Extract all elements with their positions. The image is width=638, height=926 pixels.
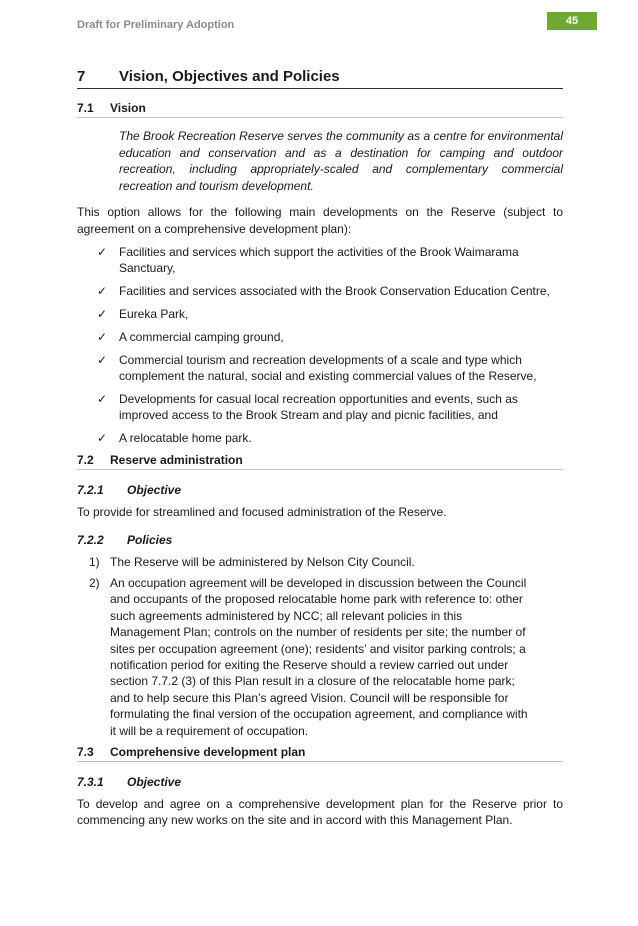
subsection-title: Comprehensive development plan: [110, 744, 306, 759]
list-item: ✓ A commercial camping ground,: [77, 329, 563, 345]
list-item: ✓ Commercial tourism and recreation developments of a scale and type which complement the natural, social and existing commercial values of the Reserve,: [77, 352, 563, 384]
check-icon: ✓: [97, 307, 108, 321]
list-number: 1): [89, 554, 100, 569]
list-item: ✓ Facilities and services which support the activities of the Brook Waimarama Sanctuary,: [77, 244, 563, 276]
subsection-heading-7-1: [77, 101, 563, 118]
document-body: [77, 68, 563, 829]
objective-text: To provide for streamlined and focused administration of the Reserve.: [77, 505, 447, 519]
subsection-title: Reserve administration: [110, 453, 243, 467]
list-item: 2) An occupation agreement will be developed in discussion between the Council and occupants of the proposed relocatable home park with reference to: other such agreements administered by NCC; all relevant policies in this Management Plan; controls on the number of residents per site; the number of sites per occupation agreement (one); residents’ and visitor parking controls; a notification period for exiting the Reserve should a review carried out under section 7.7.2 (3) of this Plan result in a closure of the relocatable home park; and to help secure this Plan’s agreed Vision. Council will be responsible for formulating the final version of the occupation agreement, and compliance with it will be a requirement of occupation.: [77, 575, 563, 739]
check-icon: ✓: [97, 245, 108, 259]
heading-title: Objective: [127, 774, 182, 789]
developments-intro: This option allows for the following main developments on the Reserve (subject to agreement on a comprehensive development plan):: [77, 205, 563, 236]
list-item: 1) The Reserve will be administered by Nelson City Council.: [77, 554, 563, 570]
subsection-title: Vision: [110, 101, 146, 115]
heading-number: 7.2.1: [77, 483, 104, 497]
check-icon: ✓: [97, 353, 108, 367]
heading-title: Policies: [127, 532, 173, 547]
check-icon: ✓: [97, 330, 108, 344]
section-title: Vision, Objectives and Policies: [119, 68, 340, 85]
list-item: ✓ Facilities and services associated with the Brook Conservation Education Centre,: [77, 283, 563, 299]
list-item: ✓ Developments for casual local recreation opportunities and events, such as improved access to the Brook Stream and play and picnic facilities, and: [77, 391, 563, 423]
vision-statement: The Brook Recreation Reserve serves the community as a centre for environmental education and conservation and as a destination for camping and outdoor recreation, including appropriately-scaled and complementary commercial recreation and tourism development.: [119, 129, 563, 193]
heading-7-3-1: [77, 775, 563, 789]
list-item: ✓ Eureka Park,: [77, 306, 563, 322]
page-number-badge: 45: [547, 12, 597, 30]
subsection-number: 7.1: [77, 101, 94, 115]
section-number: 7: [77, 68, 86, 85]
subsection-number: 7.2: [77, 453, 94, 467]
heading-title: Objective: [127, 483, 182, 497]
heading-7-2-1: [77, 483, 563, 497]
section-heading-7: [77, 68, 563, 89]
subsection-number: 7.3: [77, 744, 94, 759]
subsection-heading-7-2: [77, 453, 563, 470]
running-header: Draft for Preliminary Adoption: [77, 19, 235, 31]
check-icon: ✓: [97, 431, 108, 445]
subsection-heading-7-3: [77, 745, 563, 762]
check-icon: ✓: [97, 284, 108, 298]
policies-list: [77, 554, 563, 739]
developments-list: [77, 244, 563, 446]
list-number: 2): [89, 575, 100, 590]
heading-number: 7.2.2: [77, 532, 104, 547]
heading-number: 7.3.1: [77, 774, 104, 789]
heading-7-2-2: [77, 533, 563, 547]
objective-text: To develop and agree on a comprehensive development plan for the Reserve prior to commencing any new works on the site and in accord with this Management Plan.: [77, 796, 563, 828]
list-item: ✓ A relocatable home park.: [77, 430, 563, 446]
check-icon: ✓: [97, 392, 108, 406]
